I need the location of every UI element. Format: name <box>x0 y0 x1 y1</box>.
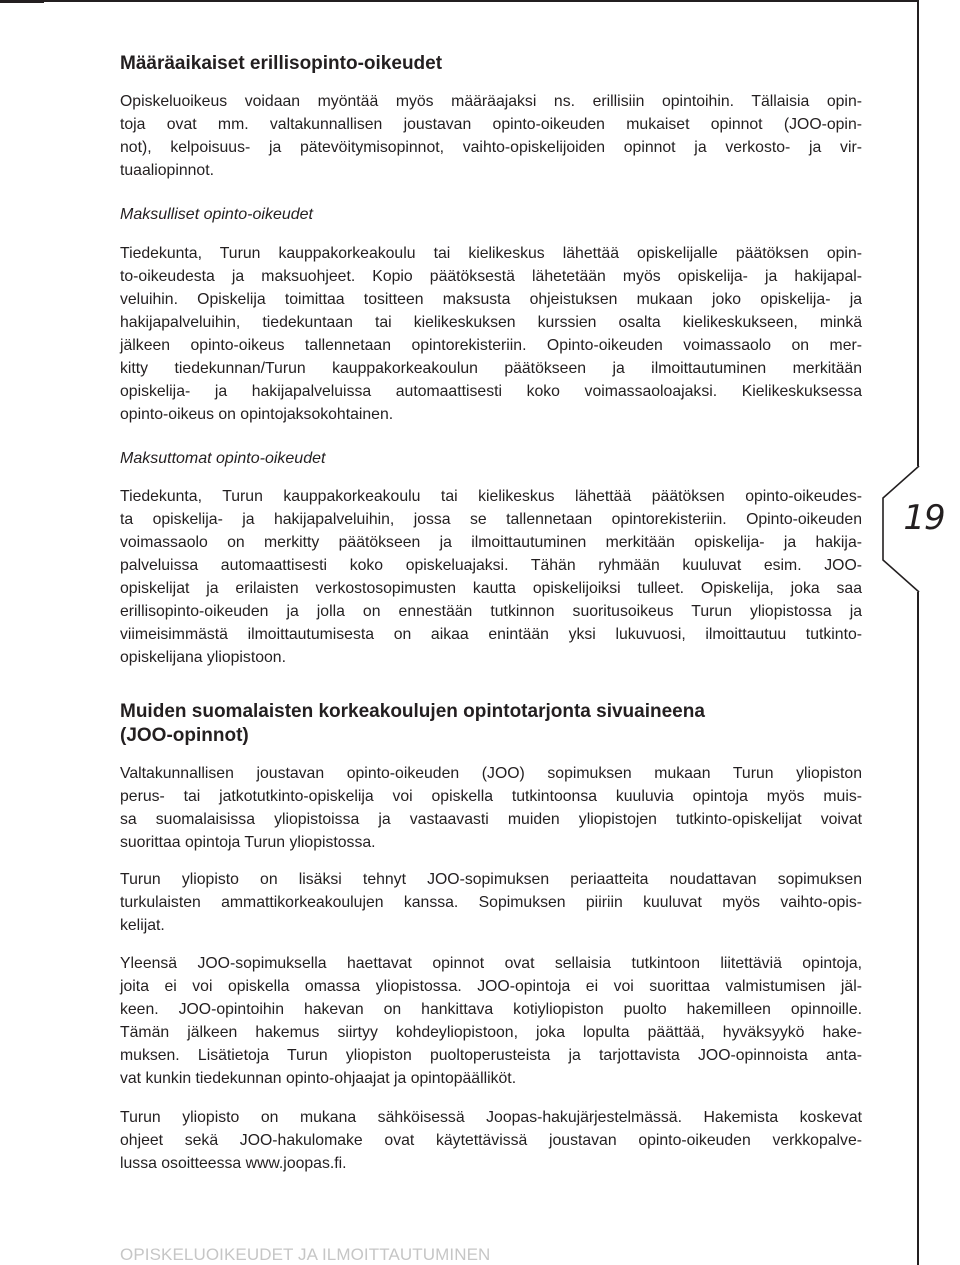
text-line: Tämän jälkeen hakemus siirtyy kohdeyliopistoon, joka lopulta päättää, hyväksyykö hake- <box>120 1024 862 1041</box>
text-line: ohjeet sekä JOO-hakulomake ovat käytettävissä joustavan opinto-oikeuden verkkopalve- <box>120 1132 862 1149</box>
text-line: opiskelijana yliopistoon. <box>120 649 286 666</box>
page-number: 19 <box>903 498 945 538</box>
text-line: perus- tai jatkotutkinto-opiskelija voi opiskella tutkintoonsa kuuluvia opintoja myös muis- <box>120 788 862 805</box>
section-heading-joo-line1: Muiden suomalaisten korkeakoulujen opintotarjonta sivuaineena <box>120 701 705 722</box>
section-heading-joo-line2: (JOO-opinnot) <box>120 725 249 746</box>
paragraph-joopas <box>120 1106 862 1175</box>
paragraph-intro <box>120 90 862 182</box>
text-line: not), kelpoisuus- ja pätevöitymisopinnot, vaihto-opiskelijoiden opinnot ja verkosto- ja vir- <box>120 139 862 156</box>
text-line: Opiskeluoikeus voidaan myöntää myös määräajaksi ns. erillisiin opintoihin. Tällaisia opin- <box>120 93 862 110</box>
subheading-maksuttomat: Maksuttomat opinto-oikeudet <box>120 450 326 467</box>
text-line: Turun yliopisto on lisäksi tehnyt JOO-sopimuksen periaatteita noudattavan sopimuksen <box>120 871 862 888</box>
top-border-line <box>0 0 919 2</box>
text-line: Valtakunnallisen joustavan opinto-oikeuden (JOO) sopimuksen mukaan Turun yliopiston <box>120 765 862 782</box>
text-line: palveluissa automaattisesti koko opiskeluajaksi. Tähän ryhmään kuuluvat esim. JOO- <box>120 557 862 574</box>
paragraph-joo-hakeminen <box>120 952 862 1090</box>
text-line: opinto-oikeus on opintojaksokohtainen. <box>120 406 394 423</box>
text-line: Tiedekunta, Turun kauppakorkeakoulu tai kielikeskus lähettää opiskelijalle päätöksen opin- <box>120 245 862 262</box>
text-line: erillisopinto-oikeuden ja jolla on ennestään tutkinnon suoritusoikeus Turun yliopistossa ja <box>120 603 862 620</box>
top-corner-mark <box>0 0 44 3</box>
text-line: Yleensä JOO-sopimuksella haettavat opinnot ovat sellaisia tutkintoon liitettäviä opintoja, <box>120 955 862 972</box>
text-line: lussa osoitteessa www.joopas.fi. <box>120 1155 347 1172</box>
text-line: tuaaliopinnot. <box>120 162 214 179</box>
text-line: opiskelijat ja erilaisten verkostosopimusten kautta opiskelijoiksi tulleet. Opiskelija, joka saa <box>120 580 862 597</box>
paragraph-joo-amk <box>120 868 862 937</box>
paragraph-joo-intro <box>120 762 862 854</box>
text-line: voimassaolo on merkitty päätökseen ja ilmoittautuminen merkitään opiskelija- ja hakija- <box>120 534 862 551</box>
section-heading-erillisopinto: Määräaikaiset erillisopinto-oikeudet <box>120 53 443 74</box>
text-line: turkulaisten ammattikorkeakoulujen kanssa. Sopimuksen piiriin kuuluvat myös vaihto-opis- <box>120 894 862 911</box>
text-line: keen. JOO-opintoihin hakevan on hankittava kotiyliopiston puolto hakemilleen opinnoille. <box>120 1001 862 1018</box>
text-line: Turun yliopisto on mukana sähköisessä Joopas-hakujärjestelmässä. Hakemista koskevat <box>120 1109 862 1126</box>
right-border-line <box>917 0 919 1265</box>
subheading-maksulliset: Maksulliset opinto-oikeudet <box>120 206 313 223</box>
text-line: sa suomalaisissa yliopistoissa ja vastaavasti muiden yliopistojen tutkinto-opiskelijat voivat <box>120 811 862 828</box>
footer-running-title: OPISKELUOIKEUDET JA ILMOITTAUTUMINEN <box>120 1245 491 1264</box>
text-line: to-oikeudesta ja maksuohjeet. Kopio päätöksestä lähetetään myös opiskelija- ja hakijapal- <box>120 268 862 285</box>
text-line: joita ei voi opiskella omassa yliopistossa. JOO-opintoja ei voi suorittaa valmistumisen jäl- <box>120 978 862 995</box>
text-line: veluihin. Opiskelija toimittaa tositteen maksusta ohjeistuksen mukaan joko opiskelija- ja <box>120 291 862 308</box>
text-line: viimeisimmästä ilmoittautumisesta on aikaa enintään yksi lukuvuosi, ilmoittautuu tutkinto- <box>120 626 862 643</box>
text-line: ta opiskelija- ja hakijapalveluihin, jossa se tallennetaan opintorekisteriin. Opinto-oikeuden <box>120 511 862 528</box>
text-line: hakijapalveluihin, tiedekuntaan tai kielikeskuksen kurssien osalta kielikeskukseen, minkä <box>120 314 862 331</box>
text-line: opiskelija- ja hakijapalveluissa automaattisesti koko voimassaoloajaksi. Kielikeskuksessa <box>120 383 862 400</box>
text-line: Tiedekunta, Turun kauppakorkeakoulu tai kielikeskus lähettää päätöksen opinto-oikeudes- <box>120 488 862 505</box>
text-line: muksen. Lisätietoja Turun yliopiston puoltoperusteista ja tarjottavista JOO-opinnoista anta- <box>120 1047 862 1064</box>
text-line: toja ovat mm. valtakunnallisen joustavan opinto-oikeuden mukaiset opinnot (JOO-opin- <box>120 116 862 133</box>
paragraph-maksulliset <box>120 242 862 426</box>
page-number-tab <box>870 466 960 592</box>
text-line: vat kunkin tiedekunnan opinto-ohjaajat ja opintopäälliköt. <box>120 1070 517 1087</box>
paragraph-maksuttomat <box>120 485 862 669</box>
text-line: jälkeen opinto-oikeus tallennetaan opintorekisteriin. Opinto-oikeuden voimassaolo on mer- <box>120 337 862 354</box>
text-line: kelijat. <box>120 917 165 934</box>
text-line: suorittaa opintoja Turun yliopistossa. <box>120 834 376 851</box>
text-line: kitty tiedekunnan/Turun kauppakorkeakoulun päätökseen ja ilmoittautuminen merkitään <box>120 360 862 377</box>
